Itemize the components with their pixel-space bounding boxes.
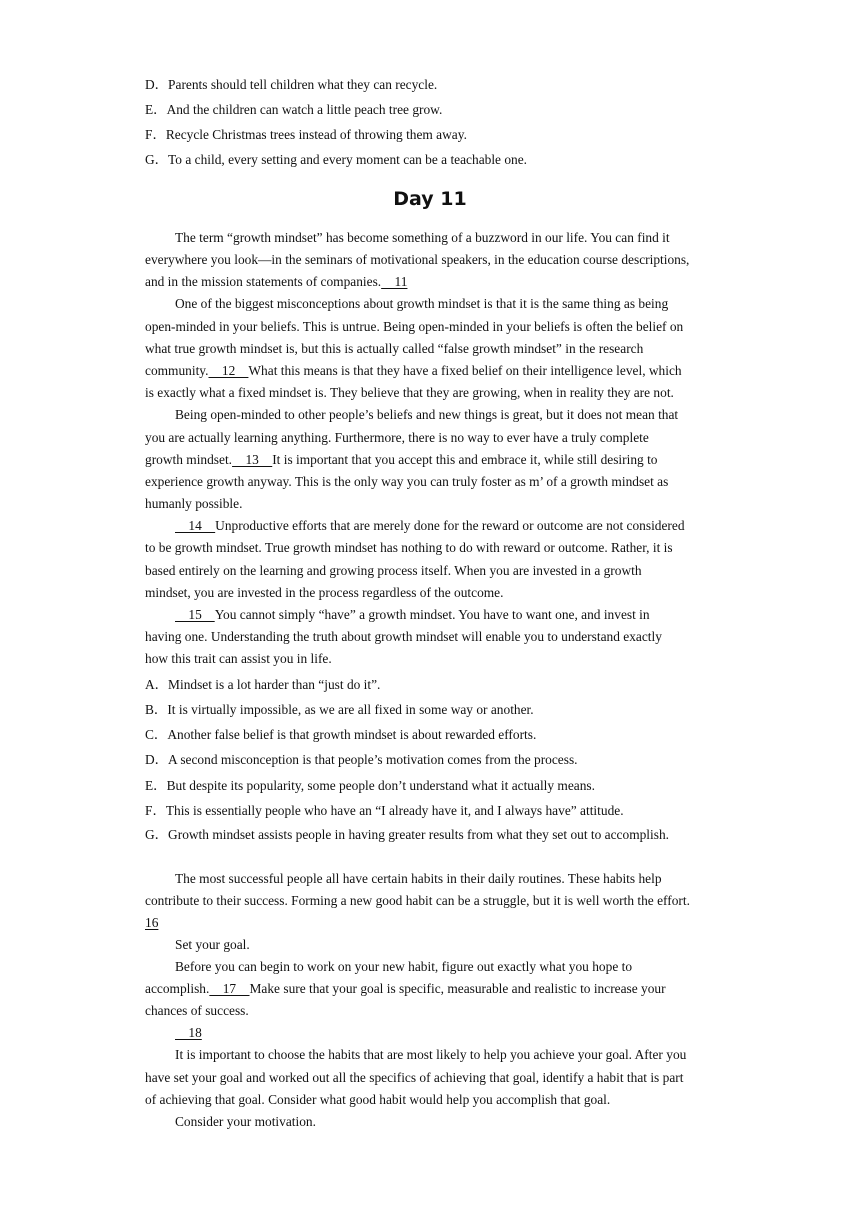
passage2-line: Consider your motivation.	[175, 1114, 316, 1129]
option-f: F．This is essentially people who have an “I already have it, and I always have” attitude.	[145, 803, 624, 818]
passage1-line: Being open-minded to other people’s beliefs and new things is great, but it does not mean that	[175, 407, 679, 422]
passage2-line: contribute to their success. Forming a new good habit can be a struggle, but it is well worth the effort.	[145, 893, 690, 908]
section-heading: Day 11	[393, 188, 467, 210]
option-c: C．Another false belief is that growth mindset is about rewarded efforts.	[145, 727, 537, 742]
prev-option-f: F．Recycle Christmas trees instead of throwing them away.	[145, 127, 467, 142]
passage1-line	[145, 363, 682, 379]
passage2-line	[145, 915, 158, 931]
option-a: A．Mindset is a lot harder than “just do it”.	[145, 677, 381, 692]
blank-15: 15	[175, 607, 215, 622]
passage1-text: and in the mission statements of companies.	[145, 274, 382, 289]
passage1-text: You cannot simply “have” a growth mindset. You have to want one, and invest in	[214, 607, 650, 622]
passage1-line	[145, 452, 657, 468]
blank-18: 18	[175, 1025, 202, 1040]
prev-option-g: G．To a child, every setting and every moment can be a teachable one.	[145, 152, 528, 167]
passage2-line: The most successful people all have certain habits in their daily routines. These habits help	[175, 871, 662, 886]
passage1-line: humanly possible.	[145, 496, 243, 511]
passage1-line: what true growth mindset is, but this is actually called “false growth mindset” in the research	[145, 341, 644, 356]
option-b: B．It is virtually impossible, as we are all fixed in some way or another.	[145, 702, 534, 717]
passage1-line	[175, 518, 685, 534]
passage1-line: having one. Understanding the truth about growth mindset will enable you to understand exactly	[145, 629, 662, 644]
option-g: G．Growth mindset assists people in having greater results from what they set out to accomplish.	[145, 827, 669, 842]
passage2-line: chances of success.	[145, 1003, 249, 1018]
blank-14: 14	[175, 518, 216, 533]
passage1-line	[145, 274, 407, 290]
passage2-line: Set your goal.	[175, 937, 250, 952]
passage1-line	[175, 607, 650, 623]
passage1-line: The term “growth mindset” has become something of a buzzword in our life. You can find it	[175, 230, 670, 245]
passage2-line: of achieving that goal. Consider what good habit would help you accomplish that goal.	[145, 1092, 611, 1107]
passage1-line: based entirely on the learning and growing process itself. When you are invested in a growth	[145, 563, 642, 578]
passage1-text: growth mindset.	[145, 452, 233, 467]
passage1-line: how this trait can assist you in life.	[145, 651, 332, 666]
blank-12: 12	[208, 363, 249, 378]
passage1-line: open-minded in your beliefs. This is untrue. Being open-minded in your beliefs is often the belief on	[145, 319, 684, 334]
prev-option-d: D．Parents should tell children what they can recycle.	[145, 77, 438, 92]
passage1-line: is exactly what a fixed mindset is. They believe that they are growing, when in reality they are not.	[145, 385, 674, 400]
passage2-text: Make sure that your goal is specific, measurable and realistic to increase your	[249, 981, 666, 996]
passage2-line	[175, 1025, 202, 1041]
blank-11: 11	[381, 274, 408, 289]
blank-16: 16	[145, 915, 159, 930]
passage1-text: Unproductive efforts that are merely done for the reward or outcome are not considered	[215, 518, 685, 533]
passage1-text: What this means is that they have a fixed belief on their intelligence level, which	[248, 363, 682, 378]
passage1-line: you are actually learning anything. Furthermore, there is no way to ever have a truly complete	[145, 430, 649, 445]
prev-option-e: E．And the children can watch a little peach tree grow.	[145, 102, 443, 117]
passage2-text: accomplish.	[145, 981, 210, 996]
passage2-line	[145, 981, 666, 997]
blank-13: 13	[232, 452, 273, 467]
option-d: D．A second misconception is that people’s motivation comes from the process.	[145, 752, 578, 767]
blank-17: 17	[209, 981, 250, 996]
passage1-line: experience growth anyway. This is the only way you can truly foster as m’ of a growth mindset as	[145, 474, 669, 489]
passage2-line: It is important to choose the habits that are most likely to help you achieve your goal. After you	[175, 1047, 687, 1062]
passage1-line: everywhere you look—in the seminars of motivational speakers, in the education course descriptions,	[145, 252, 690, 267]
passage1-line: mindset, you are invested in the process regardless of the outcome.	[145, 585, 504, 600]
passage2-line: have set your goal and worked out all the specifics of achieving that goal, identify a habit that is part	[145, 1070, 684, 1085]
option-e: E．But despite its popularity, some people don’t understand what it actually means.	[145, 778, 595, 793]
passage1-line: to be growth mindset. True growth mindset has nothing to do with reward or outcome. Rather, it is	[145, 540, 673, 555]
passage1-text: community.	[145, 363, 209, 378]
passage1-line: One of the biggest misconceptions about growth mindset is that it is the same thing as being	[175, 296, 669, 311]
passage1-text: It is important that you accept this and embrace it, while still desiring to	[272, 452, 658, 467]
passage2-line: Before you can begin to work on your new habit, figure out exactly what you hope to	[175, 959, 633, 974]
